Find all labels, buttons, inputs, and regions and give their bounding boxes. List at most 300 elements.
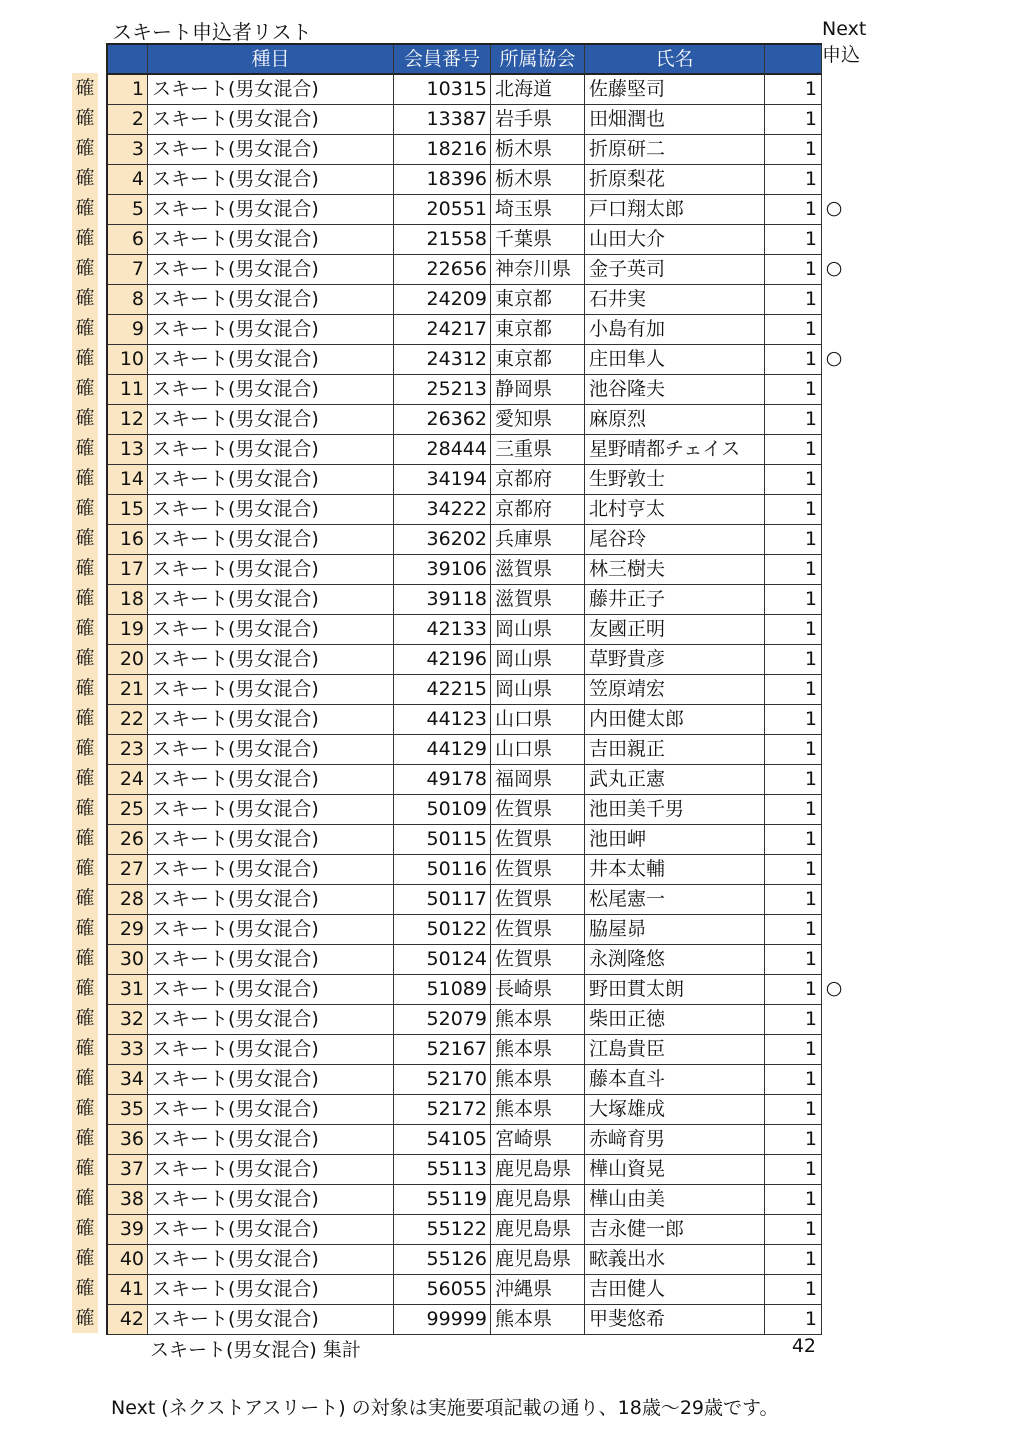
next-mark: [822, 673, 846, 703]
cell-no: 4: [108, 165, 148, 195]
cell-no: 10: [108, 345, 148, 375]
cell-assoc: 佐賀県: [491, 945, 585, 975]
cell-name: 笠原靖宏: [585, 675, 765, 705]
cell-assoc: 京都府: [491, 495, 585, 525]
confirm-mark: 確: [72, 253, 98, 283]
confirm-mark: 確: [72, 613, 98, 643]
cell-count: 1: [765, 1185, 822, 1215]
next-mark: [822, 1303, 846, 1333]
confirm-mark: 確: [72, 1153, 98, 1183]
cell-event: スキート(男女混合): [148, 1245, 394, 1275]
cell-member: 51089: [394, 975, 491, 1005]
cell-no: 38: [108, 1185, 148, 1215]
cell-event: スキート(男女混合): [148, 315, 394, 345]
cell-member: 20551: [394, 195, 491, 225]
next-mark: [822, 73, 846, 103]
next-mark: [822, 163, 846, 193]
next-mark: [822, 1273, 846, 1303]
cell-member: 50122: [394, 915, 491, 945]
cell-member: 99999: [394, 1305, 491, 1335]
next-mark: [822, 583, 846, 613]
applicant-table: [106, 43, 822, 1335]
cell-name: 草野貴彦: [585, 645, 765, 675]
total-value: 42: [791, 1335, 816, 1357]
cell-event: スキート(男女混合): [148, 885, 394, 915]
cell-no: 5: [108, 195, 148, 225]
cell-member: 52167: [394, 1035, 491, 1065]
cell-count: 1: [765, 975, 822, 1005]
cell-count: 1: [765, 405, 822, 435]
confirm-mark: 確: [72, 1213, 98, 1243]
cell-name: 折原研二: [585, 135, 765, 165]
cell-no: 40: [108, 1245, 148, 1275]
cell-assoc: 山口県: [491, 705, 585, 735]
cell-assoc: 佐賀県: [491, 825, 585, 855]
cell-name: 生野敦士: [585, 465, 765, 495]
page-title: スキート申込者リスト: [112, 20, 312, 44]
cell-member: 22656: [394, 255, 491, 285]
cell-count: 1: [765, 1125, 822, 1155]
cell-member: 13387: [394, 105, 491, 135]
cell-name: 尾谷玲: [585, 525, 765, 555]
cell-event: スキート(男女混合): [148, 1275, 394, 1305]
confirm-column: [72, 73, 98, 1333]
confirm-mark: 確: [72, 553, 98, 583]
next-mark: [822, 883, 846, 913]
confirm-mark: 確: [72, 643, 98, 673]
cell-member: 44129: [394, 735, 491, 765]
cell-event: スキート(男女混合): [148, 975, 394, 1005]
cell-event: スキート(男女混合): [148, 435, 394, 465]
cell-name: 金子英司: [585, 255, 765, 285]
next-mark: [822, 523, 846, 553]
cell-no: 13: [108, 435, 148, 465]
cell-member: 44123: [394, 705, 491, 735]
next-mark: ○: [825, 347, 843, 369]
cell-assoc: 三重県: [491, 435, 585, 465]
cell-no: 3: [108, 135, 148, 165]
confirm-mark: 確: [72, 733, 98, 763]
confirm-mark: 確: [72, 703, 98, 733]
cell-count: 1: [765, 1305, 822, 1335]
cell-assoc: 佐賀県: [491, 885, 585, 915]
cell-assoc: 栃木県: [491, 165, 585, 195]
confirm-mark: 確: [72, 793, 98, 823]
cell-member: 50115: [394, 825, 491, 855]
cell-count: 1: [765, 1275, 822, 1305]
cell-event: スキート(男女混合): [148, 1005, 394, 1035]
next-mark: [822, 1213, 846, 1243]
footnote: Next (ネクストアスリート) の対象は実施要項記載の通り、18歳～29歳です。: [111, 1397, 779, 1419]
confirm-mark: 確: [72, 223, 98, 253]
cell-event: スキート(男女混合): [148, 285, 394, 315]
cell-member: 42196: [394, 645, 491, 675]
header-event: 種目: [148, 45, 394, 75]
cell-no: 11: [108, 375, 148, 405]
cell-no: 30: [108, 945, 148, 975]
confirm-mark: 確: [72, 823, 98, 853]
cell-no: 2: [108, 105, 148, 135]
cell-count: 1: [765, 495, 822, 525]
cell-member: 42215: [394, 675, 491, 705]
confirm-mark: 確: [72, 1003, 98, 1033]
cell-member: 34222: [394, 495, 491, 525]
cell-assoc: 神奈川県: [491, 255, 585, 285]
cell-assoc: 千葉県: [491, 225, 585, 255]
confirm-mark: 確: [72, 193, 98, 223]
cell-name: 内田健太郎: [585, 705, 765, 735]
next-mark: [822, 643, 846, 673]
cell-event: スキート(男女混合): [148, 945, 394, 975]
cell-event: スキート(男女混合): [148, 525, 394, 555]
header-assoc: 所属協会: [491, 45, 585, 75]
next-mark: [822, 1003, 846, 1033]
cell-assoc: 熊本県: [491, 1065, 585, 1095]
confirm-mark: 確: [72, 943, 98, 973]
confirm-mark: 確: [72, 373, 98, 403]
next-mark: [822, 1123, 846, 1153]
next-mark: [822, 463, 846, 493]
cell-name: 藤本直斗: [585, 1065, 765, 1095]
cell-member: 34194: [394, 465, 491, 495]
cell-name: 折原梨花: [585, 165, 765, 195]
cell-event: スキート(男女混合): [148, 1035, 394, 1065]
cell-no: 9: [108, 315, 148, 345]
next-header-line-1: Next: [822, 18, 867, 40]
cell-count: 1: [765, 915, 822, 945]
cell-name: 庄田隼人: [585, 345, 765, 375]
cell-assoc: 熊本県: [491, 1305, 585, 1335]
next-mark: ○: [825, 257, 843, 279]
cell-no: 24: [108, 765, 148, 795]
next-mark: [822, 913, 846, 943]
cell-count: 1: [765, 855, 822, 885]
next-mark: [822, 1183, 846, 1213]
cell-count: 1: [765, 285, 822, 315]
cell-member: 39118: [394, 585, 491, 615]
cell-event: スキート(男女混合): [148, 255, 394, 285]
confirm-mark: 確: [72, 913, 98, 943]
cell-member: 24209: [394, 285, 491, 315]
cell-member: 24217: [394, 315, 491, 345]
cell-assoc: 沖縄県: [491, 1275, 585, 1305]
next-mark: [822, 103, 846, 133]
cell-no: 18: [108, 585, 148, 615]
cell-member: 24312: [394, 345, 491, 375]
cell-no: 19: [108, 615, 148, 645]
cell-member: 10315: [394, 75, 491, 105]
next-mark: [822, 733, 846, 763]
cell-name: 北村亨太: [585, 495, 765, 525]
cell-count: 1: [765, 1155, 822, 1185]
confirm-mark: 確: [72, 133, 98, 163]
cell-member: 21558: [394, 225, 491, 255]
cell-event: スキート(男女混合): [148, 795, 394, 825]
cell-no: 37: [108, 1155, 148, 1185]
cell-name: 甲斐悠希: [585, 1305, 765, 1335]
confirm-mark: 確: [72, 103, 98, 133]
cell-event: スキート(男女混合): [148, 1095, 394, 1125]
next-mark: [822, 403, 846, 433]
next-mark: [822, 553, 846, 583]
cell-assoc: 鹿児島県: [491, 1185, 585, 1215]
cell-name: 麻原烈: [585, 405, 765, 435]
next-mark: [822, 223, 846, 253]
next-mark: [822, 313, 846, 343]
cell-no: 25: [108, 795, 148, 825]
cell-event: スキート(男女混合): [148, 1125, 394, 1155]
next-mark: [822, 1093, 846, 1123]
cell-no: 16: [108, 525, 148, 555]
cell-member: 52079: [394, 1005, 491, 1035]
cell-count: 1: [765, 345, 822, 375]
cell-count: 1: [765, 1215, 822, 1245]
next-mark: [822, 1243, 846, 1273]
cell-no: 17: [108, 555, 148, 585]
cell-member: 52172: [394, 1095, 491, 1125]
cell-name: 田畑潤也: [585, 105, 765, 135]
confirm-mark: 確: [72, 973, 98, 1003]
cell-member: 50116: [394, 855, 491, 885]
cell-assoc: 宮崎県: [491, 1125, 585, 1155]
cell-name: 戸口翔太郎: [585, 195, 765, 225]
next-mark: [822, 1063, 846, 1093]
cell-assoc: 佐賀県: [491, 915, 585, 945]
cell-event: スキート(男女混合): [148, 855, 394, 885]
cell-no: 26: [108, 825, 148, 855]
cell-member: 18216: [394, 135, 491, 165]
cell-no: 31: [108, 975, 148, 1005]
next-mark: [822, 613, 846, 643]
cell-event: スキート(男女混合): [148, 225, 394, 255]
cell-name: 武丸正憲: [585, 765, 765, 795]
confirm-mark: 確: [72, 853, 98, 883]
next-mark: [822, 853, 846, 883]
cell-name: 樺山由美: [585, 1185, 765, 1215]
confirm-mark: 確: [72, 1123, 98, 1153]
cell-event: スキート(男女混合): [148, 675, 394, 705]
cell-assoc: 長崎県: [491, 975, 585, 1005]
cell-event: スキート(男女混合): [148, 165, 394, 195]
next-mark: [822, 943, 846, 973]
cell-count: 1: [765, 1035, 822, 1065]
cell-name: 脇屋昴: [585, 915, 765, 945]
cell-count: 1: [765, 465, 822, 495]
confirm-mark: 確: [72, 1303, 98, 1333]
next-mark: [822, 823, 846, 853]
cell-event: スキート(男女混合): [148, 345, 394, 375]
cell-assoc: 岡山県: [491, 675, 585, 705]
confirm-mark: 確: [72, 463, 98, 493]
confirm-mark: 確: [72, 493, 98, 523]
cell-assoc: 静岡県: [491, 375, 585, 405]
cell-count: 1: [765, 165, 822, 195]
cell-name: 柴田正徳: [585, 1005, 765, 1035]
confirm-mark: 確: [72, 1033, 98, 1063]
next-mark: [822, 1033, 846, 1063]
cell-name: 星野晴都チェイス: [585, 435, 765, 465]
cell-count: 1: [765, 225, 822, 255]
cell-count: 1: [765, 885, 822, 915]
cell-member: 26362: [394, 405, 491, 435]
cell-event: スキート(男女混合): [148, 585, 394, 615]
cell-name: 石井実: [585, 285, 765, 315]
cell-no: 21: [108, 675, 148, 705]
cell-count: 1: [765, 435, 822, 465]
confirm-mark: 確: [72, 343, 98, 373]
confirm-mark: 確: [72, 583, 98, 613]
next-mark: [822, 373, 846, 403]
cell-count: 1: [765, 1065, 822, 1095]
cell-no: 12: [108, 405, 148, 435]
cell-member: 55113: [394, 1155, 491, 1185]
cell-count: 1: [765, 375, 822, 405]
cell-no: 42: [108, 1305, 148, 1335]
cell-count: 1: [765, 135, 822, 165]
cell-assoc: 京都府: [491, 465, 585, 495]
cell-event: スキート(男女混合): [148, 735, 394, 765]
cell-event: スキート(男女混合): [148, 1305, 394, 1335]
cell-member: 18396: [394, 165, 491, 195]
cell-member: 55126: [394, 1245, 491, 1275]
cell-count: 1: [765, 735, 822, 765]
cell-name: 松尾憲一: [585, 885, 765, 915]
confirm-mark: 確: [72, 1273, 98, 1303]
cell-event: スキート(男女混合): [148, 495, 394, 525]
confirm-mark: 確: [72, 1183, 98, 1213]
cell-member: 54105: [394, 1125, 491, 1155]
next-mark: [822, 793, 846, 823]
cell-name: 永渕隆悠: [585, 945, 765, 975]
cell-no: 32: [108, 1005, 148, 1035]
cell-count: 1: [765, 75, 822, 105]
cell-name: 大塚雄成: [585, 1095, 765, 1125]
cell-member: 50109: [394, 795, 491, 825]
cell-member: 55119: [394, 1185, 491, 1215]
cell-no: 23: [108, 735, 148, 765]
cell-name: 池谷隆夫: [585, 375, 765, 405]
cell-count: 1: [765, 765, 822, 795]
cell-assoc: 愛知県: [491, 405, 585, 435]
confirm-mark: 確: [72, 313, 98, 343]
confirm-mark: 確: [72, 763, 98, 793]
confirm-mark: 確: [72, 73, 98, 103]
cell-no: 34: [108, 1065, 148, 1095]
cell-assoc: 熊本県: [491, 1035, 585, 1065]
next-header-line-2: 申込: [822, 44, 861, 66]
cell-count: 1: [765, 255, 822, 285]
cell-event: スキート(男女混合): [148, 75, 394, 105]
cell-no: 7: [108, 255, 148, 285]
confirm-mark: 確: [72, 523, 98, 553]
next-mark: [822, 493, 846, 523]
confirm-mark: 確: [72, 1093, 98, 1123]
next-mark: [822, 433, 846, 463]
cell-count: 1: [765, 555, 822, 585]
cell-assoc: 熊本県: [491, 1095, 585, 1125]
header-member: 会員番号: [394, 45, 491, 75]
cell-name: 佐藤堅司: [585, 75, 765, 105]
next-mark: [822, 1153, 846, 1183]
cell-count: 1: [765, 675, 822, 705]
next-mark: [822, 283, 846, 313]
cell-event: スキート(男女混合): [148, 705, 394, 735]
cell-count: 1: [765, 705, 822, 735]
cell-no: 28: [108, 885, 148, 915]
cell-member: 36202: [394, 525, 491, 555]
cell-member: 50124: [394, 945, 491, 975]
confirm-mark: 確: [72, 403, 98, 433]
cell-assoc: 東京都: [491, 315, 585, 345]
cell-event: スキート(男女混合): [148, 1155, 394, 1185]
cell-assoc: 鹿児島県: [491, 1215, 585, 1245]
cell-assoc: 兵庫県: [491, 525, 585, 555]
cell-no: 33: [108, 1035, 148, 1065]
cell-no: 29: [108, 915, 148, 945]
cell-name: 赤﨑育男: [585, 1125, 765, 1155]
cell-name: 吉田健人: [585, 1275, 765, 1305]
cell-no: 20: [108, 645, 148, 675]
cell-assoc: 岡山県: [491, 615, 585, 645]
next-column: [822, 73, 846, 1333]
cell-assoc: 鹿児島県: [491, 1155, 585, 1185]
confirm-mark: 確: [72, 673, 98, 703]
cell-assoc: 鹿児島県: [491, 1245, 585, 1275]
cell-member: 50117: [394, 885, 491, 915]
cell-assoc: 栃木県: [491, 135, 585, 165]
cell-assoc: 佐賀県: [491, 795, 585, 825]
cell-name: 藤井正子: [585, 585, 765, 615]
next-mark: [822, 703, 846, 733]
cell-event: スキート(男女混合): [148, 645, 394, 675]
next-mark: [822, 763, 846, 793]
cell-name: 池田岬: [585, 825, 765, 855]
cell-name: 林三樹夫: [585, 555, 765, 585]
cell-assoc: 岩手県: [491, 105, 585, 135]
cell-count: 1: [765, 585, 822, 615]
cell-member: 55122: [394, 1215, 491, 1245]
cell-event: スキート(男女混合): [148, 765, 394, 795]
cell-no: 15: [108, 495, 148, 525]
cell-member: 42133: [394, 615, 491, 645]
cell-member: 49178: [394, 765, 491, 795]
cell-name: 友國正明: [585, 615, 765, 645]
total-label: スキート(男女混合) 集計: [150, 1339, 361, 1361]
header-name: 氏名: [585, 45, 765, 75]
cell-count: 1: [765, 945, 822, 975]
cell-no: 22: [108, 705, 148, 735]
cell-name: 井本太輔: [585, 855, 765, 885]
cell-no: 6: [108, 225, 148, 255]
cell-count: 1: [765, 645, 822, 675]
header-count: [765, 45, 822, 75]
cell-assoc: 滋賀県: [491, 555, 585, 585]
cell-no: 1: [108, 75, 148, 105]
cell-no: 36: [108, 1125, 148, 1155]
cell-event: スキート(男女混合): [148, 915, 394, 945]
confirm-mark: 確: [72, 1063, 98, 1093]
cell-event: スキート(男女混合): [148, 1185, 394, 1215]
cell-count: 1: [765, 105, 822, 135]
cell-event: スキート(男女混合): [148, 825, 394, 855]
cell-name: 野田貫太朗: [585, 975, 765, 1005]
cell-event: スキート(男女混合): [148, 135, 394, 165]
cell-count: 1: [765, 315, 822, 345]
cell-count: 1: [765, 525, 822, 555]
cell-assoc: 岡山県: [491, 645, 585, 675]
cell-member: 28444: [394, 435, 491, 465]
cell-name: 江島貴臣: [585, 1035, 765, 1065]
